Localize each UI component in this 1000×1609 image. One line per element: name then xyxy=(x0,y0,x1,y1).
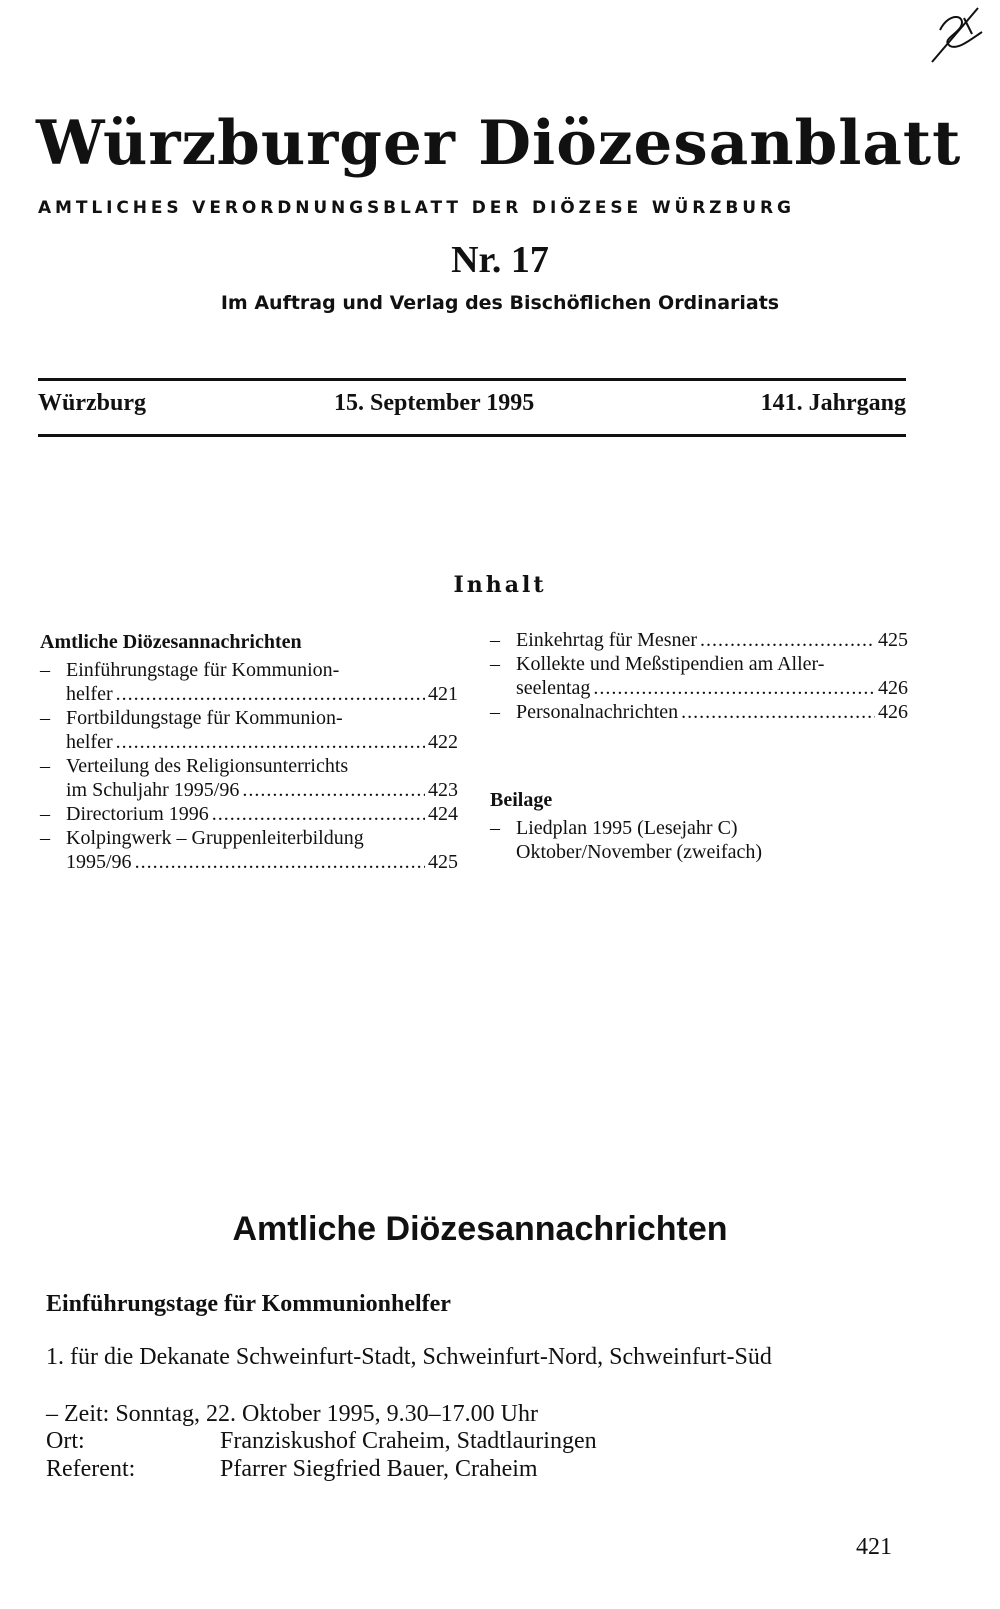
toc-page-ref: 425 xyxy=(428,851,458,873)
toc-right-column xyxy=(490,628,908,864)
toc-dash: – xyxy=(40,707,50,729)
issue-volume: 141. Jahrgang xyxy=(760,390,906,416)
location-label: Ort: xyxy=(46,1428,85,1454)
supplement-heading: Beilage xyxy=(490,789,553,811)
supplement-line: Liedplan 1995 (Lesejahr C) xyxy=(516,817,738,839)
toc-dash: – xyxy=(40,827,50,849)
toc-entry xyxy=(40,658,458,706)
toc-entry-line: Kollekte und Meßstipendien am Aller- xyxy=(516,653,825,675)
toc-entry-line: im Schuljahr 1995/96 xyxy=(66,779,240,801)
toc-entry-line: Directorium 1996 xyxy=(66,803,209,825)
location-value: Franziskushof Craheim, Stadtlauringen xyxy=(220,1428,597,1454)
toc-dash: – xyxy=(40,803,50,825)
dot-leader xyxy=(681,700,875,724)
toc-dash: – xyxy=(40,755,50,777)
dot-leader xyxy=(116,682,425,706)
toc-page-ref: 422 xyxy=(428,731,458,753)
toc-page-ref: 426 xyxy=(878,677,908,699)
speaker-value: Pfarrer Siegfried Bauer, Craheim xyxy=(220,1456,538,1482)
toc-entry-line: Personalnachrichten xyxy=(516,701,679,723)
dot-leader xyxy=(593,676,875,700)
toc-entry xyxy=(40,754,458,802)
toc-entry xyxy=(40,826,458,874)
section-title: Amtliche Diözesannachrichten xyxy=(232,1210,728,1248)
toc-dash: – xyxy=(490,701,500,723)
toc-page-ref: 421 xyxy=(428,683,458,705)
toc-entry-line: seelentag xyxy=(516,677,591,699)
toc-page-ref: 426 xyxy=(878,701,908,723)
toc-heading: Inhalt xyxy=(453,572,547,598)
masthead-title: Würzburger Diözesanblatt xyxy=(36,108,962,179)
body-paragraph: 1. für die Dekanate Schweinfurt-Stadt, Schweinfurt-Nord, Schweinfurt-Süd xyxy=(46,1344,772,1370)
toc-entry xyxy=(490,652,908,700)
toc-entry xyxy=(490,628,908,652)
toc-entry xyxy=(40,802,458,826)
toc-section-heading: Amtliche Diözesannachrichten xyxy=(40,631,302,653)
toc-page-ref: 424 xyxy=(428,803,458,825)
toc-entry-line: Kolpingwerk – Gruppenleiterbildung xyxy=(66,827,364,849)
toc-entry xyxy=(40,706,458,754)
toc-entry-line: Verteilung des Religionsunterrichts xyxy=(66,755,349,777)
toc-entry-line: 1995/96 xyxy=(66,851,132,873)
issue-info-row xyxy=(38,390,906,424)
toc-entry xyxy=(490,700,908,724)
dot-leader xyxy=(242,778,425,802)
masthead-subtitle: AMTLICHES VERORDNUNGSBLATT DER DIÖZESE WÜRZBURG xyxy=(38,198,795,218)
publisher-line: Im Auftrag und Verlag des Bischöflichen Ordinariats xyxy=(220,292,780,314)
toc-page-ref: 425 xyxy=(878,629,908,651)
issue-place: Würzburg xyxy=(38,390,146,416)
toc-dash: – xyxy=(490,629,500,651)
supplement-entry xyxy=(490,816,908,864)
handwritten-signature xyxy=(920,0,990,70)
dot-leader xyxy=(700,628,875,652)
toc-entry-line: Einkehrtag für Mesner xyxy=(516,629,698,651)
divider-bottom xyxy=(38,434,906,437)
subsection-title: Einführungstage für Kommunionhelfer xyxy=(46,1291,451,1317)
supplement-line: Oktober/November (zweifach) xyxy=(516,841,762,863)
dot-leader xyxy=(212,802,425,826)
event-time: – Zeit: Sonntag, 22. Oktober 1995, 9.30–17.00 Uhr xyxy=(46,1401,538,1427)
toc-page-ref: 423 xyxy=(428,779,458,801)
toc-entry-line: helfer xyxy=(66,731,113,753)
toc-left-column xyxy=(40,630,458,874)
toc-entry-line: Einführungstage für Kommunion- xyxy=(66,659,340,681)
divider-top xyxy=(38,378,906,381)
page-number: 421 xyxy=(856,1534,892,1560)
toc-dash: – xyxy=(490,817,500,839)
issue-number: Nr. 17 xyxy=(451,239,549,281)
speaker-label: Referent: xyxy=(46,1456,136,1482)
issue-date: 15. September 1995 xyxy=(334,390,535,416)
dot-leader xyxy=(135,850,425,874)
toc-dash: – xyxy=(40,659,50,681)
dot-leader xyxy=(116,730,425,754)
toc-entry-line: Fortbildungstage für Kommunion- xyxy=(66,707,343,729)
toc-entry-line: helfer xyxy=(66,683,113,705)
toc-dash: – xyxy=(490,653,500,675)
